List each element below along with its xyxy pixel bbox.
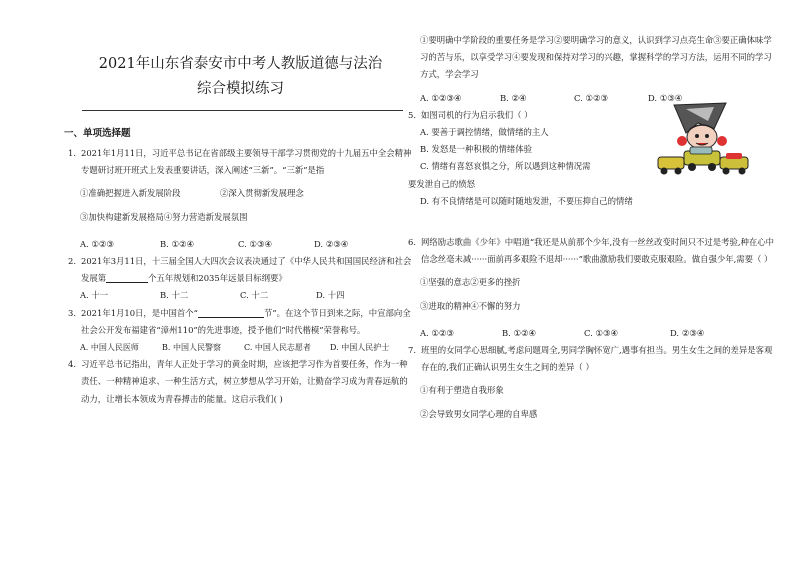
choice-d[interactable]: D. 十四 [316, 290, 345, 301]
question-2-choices [68, 287, 413, 304]
question-stem: 班里的女同学心思细腻,考虑问题周全,男同学胸怀宽广,遇事有担当。男生女生之间的差异是客观存在的,我们正确认识男生女生之间的差异（ ） [421, 345, 773, 373]
choice-b[interactable]: B. ②④ [500, 92, 527, 103]
q7-item-2: ②会导致男女同学心理的自卑感 [420, 408, 538, 419]
question-stem-end: 个五年规划和2035年远景目标纲要》 [148, 273, 287, 284]
q1-item-3: ③加快构建新发展格局④努力营造新发展氛围 [80, 211, 248, 222]
question-number: 7. [408, 345, 416, 356]
question-1 [68, 145, 413, 179]
question-stem: 2021年1月10日，是中国首个“ [81, 307, 198, 318]
choice-a[interactable]: A. ①②③ [80, 238, 114, 249]
document-title-line2: 综合模拟练习 [197, 81, 284, 97]
q5-option-a[interactable]: A. 要善于调控情绪，做情绪的主人 [420, 127, 549, 138]
q5-option-b[interactable]: B. 发怒是一种积极的情绪体验 [420, 144, 532, 155]
question-1-items [68, 185, 413, 202]
question-number: 1. [68, 148, 76, 158]
choice-c[interactable]: C. ①②③ [574, 92, 608, 103]
title-divider [82, 110, 403, 111]
question-3-choices [68, 339, 413, 356]
choice-c[interactable]: C. ①③④ [238, 238, 272, 249]
choice-d[interactable]: D. 中国人民护士 [330, 343, 390, 353]
question-number: 6. [408, 237, 416, 248]
choice-c[interactable]: C. 十二 [240, 290, 269, 301]
question-number: 4. [68, 359, 76, 370]
question-3 [68, 305, 413, 339]
question-stem-end: 节”。在这个节日到来之际，中宣部向全社会公开发布福建省“漳州110”的先进事迹，授予他们“时代楷模”荣誉称号。 [81, 307, 411, 335]
document-title-line1: 2021年山东省泰安市中考人教版道德与法治 [98, 56, 383, 72]
answer-blank[interactable] [106, 272, 148, 283]
answer-blank[interactable] [198, 307, 264, 318]
question-1-choices [68, 236, 413, 253]
choice-a[interactable]: A. ①②③ [420, 327, 454, 338]
choice-a[interactable]: A. ①②③④ [420, 92, 462, 103]
q5-option-d[interactable]: D. 有不良情绪是可以随时随地发泄，不要压抑自己的情绪 [420, 195, 633, 206]
question-stem: 网络励志歌曲《少年》中唱道“我还是从前那个少年,没有一丝丝改变时间只不过是考验,种在心中信念丝毫未减······面前再多艰险不退却······”歌曲激励我们要敢克服艰险。做自强少年,需要（ ） [421, 237, 774, 265]
choice-d[interactable]: D. ②③④ [670, 327, 705, 338]
question-6-choices [408, 325, 780, 342]
choice-c[interactable]: C. ①③④ [584, 327, 618, 338]
q5-option-c-cont: 要发泄自己的愤怒 [408, 178, 475, 189]
question-number: 2. [68, 256, 76, 267]
question-5 [408, 107, 780, 210]
q5-option-c[interactable]: C. 情绪有喜怒哀惧之分，所以遇到这种情况需 [420, 161, 591, 172]
question-4 [68, 356, 413, 408]
question-2 [68, 253, 413, 287]
choice-b[interactable]: B. ①②④ [160, 238, 195, 249]
choice-b[interactable]: B. 中国人民警察 [162, 343, 221, 353]
q7-item-1: ①有利于塑造自我形象 [420, 385, 504, 396]
question-stem: 2021年1月11日，习近平总书记在省部级主要领导干部学习贯彻党的十九届五中全会精神专题研讨班开班式上发表重要讲话，深入阐述“三新”。“三新”是指 [81, 148, 412, 176]
choice-d[interactable]: D. ①③④ [648, 92, 683, 103]
q1-item-2: ②深入贯彻新发展理念 [220, 188, 304, 199]
choice-b[interactable]: B. 十二 [160, 290, 189, 301]
section-heading: 一、单项选择题 [64, 128, 131, 139]
question-number: 3. [68, 307, 76, 318]
choice-d[interactable]: D. ②③④ [314, 238, 349, 249]
question-7 [408, 342, 780, 376]
choice-a[interactable]: A. 十一 [80, 290, 109, 301]
question-4-continued: ①要明确中学阶段的重要任务是学习②要明确学习的意义，认识到学习点亮生命③要正确体味学习的苦与乐，以享受学习④要发现和保持对学习的兴趣，掌握科学的学习方法，运用不同的学习方式，学会学习 [420, 35, 772, 80]
question-number: 5. [408, 109, 416, 120]
right-column [408, 0, 780, 423]
angry-driver-cartoon [656, 99, 752, 183]
question-stem: 如图司机的行为启示我们（ ） [421, 109, 533, 120]
question-stem: 2021年3月11日，十三届全国人大四次会议表决通过了《中华人民共和国国民经济和社会发展第 [81, 256, 412, 284]
choice-b[interactable]: B. ①②④ [502, 327, 537, 338]
choice-a[interactable]: A. 中国人民医师 [80, 343, 139, 353]
q6-item-1: ①坚强的意志②更多的挫折 [420, 277, 521, 288]
q1-item-1: ①准确把握进入新发展阶段 [80, 188, 181, 199]
q6-item-2: ③进取的精神④不懈的努力 [420, 300, 521, 311]
choice-c[interactable]: C. 中国人民志愿者 [244, 343, 311, 353]
left-column [64, 0, 413, 408]
question-6 [408, 234, 780, 268]
question-stem: 习近平总书记指出，青年人正处于学习的黄金时期，应该把学习作为首要任务，作为一种责任、一种精神追求、一种生活方式，树立梦想从学习开始，让勤奋学习成为青春远航的动力，让增长本领成为青春搏击的能量。这启示我们( ) [81, 359, 408, 404]
